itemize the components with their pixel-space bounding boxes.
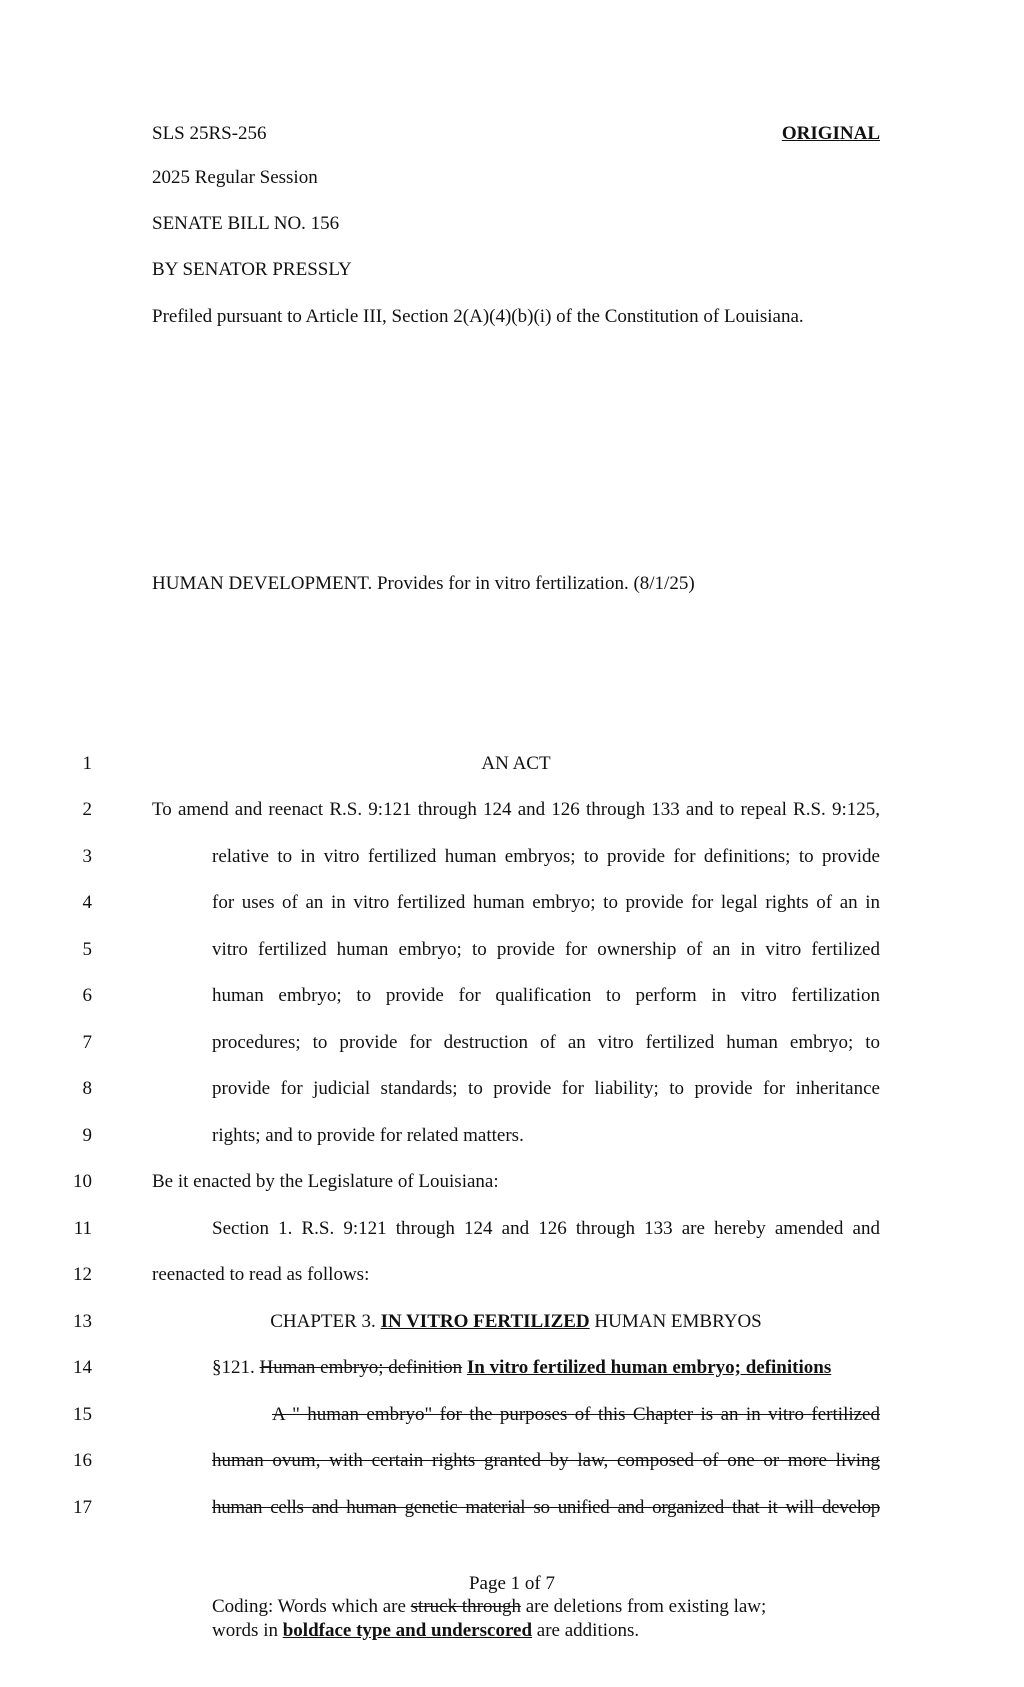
coding-legend-line2 bbox=[212, 1621, 912, 1640]
inserted-text: IN VITRO FERTILIZED bbox=[380, 1311, 590, 1332]
bill-number: SENATE BILL NO. 156 bbox=[152, 213, 340, 234]
coding-legend-line1 bbox=[212, 1597, 912, 1616]
title-line: human embryo; to provide for qualification to perform in vitro fertilization bbox=[212, 985, 880, 1006]
inserted-text: In vitro fertilized human embryo; definitions bbox=[466, 1357, 832, 1378]
title-line: To amend and reenact R.S. 9:121 through 124 and 126 through 133 and to repeal R.S. 9:125, bbox=[152, 799, 880, 820]
chapter-heading bbox=[152, 1312, 880, 1331]
line-number: 5 bbox=[82, 939, 92, 960]
title-line: vitro fertilized human embryo; to provide for ownership of an in vitro fertilized bbox=[212, 939, 880, 960]
section-line: Section 1. R.S. 9:121 through 124 and 126 through 133 are hereby amended and bbox=[212, 1218, 880, 1239]
line-number: 4 bbox=[82, 892, 92, 913]
prefiled-note: Prefiled pursuant to Article III, Section 2(A)(4)(b)(i) of the Constitution of Louisiana. bbox=[152, 306, 804, 327]
section-heading bbox=[212, 1358, 880, 1377]
bill-digest: HUMAN DEVELOPMENT. Provides for in vitro fertilization. (8/1/25) bbox=[152, 573, 695, 594]
line-number: 9 bbox=[82, 1125, 92, 1146]
page-number: Page 1 of 7 bbox=[468, 1573, 555, 1594]
deleted-text: A " human embryo" for the purposes of this Chapter is an in vitro fertilized bbox=[272, 1404, 880, 1425]
coding-text: words in bbox=[212, 1620, 278, 1641]
coding-text: Coding: Words which are bbox=[212, 1596, 406, 1617]
section-line: reenacted to read as follows: bbox=[152, 1264, 370, 1285]
enacting-clause: Be it enacted by the Legislature of Louisiana: bbox=[152, 1171, 499, 1192]
title-line: rights; and to provide for related matters. bbox=[212, 1125, 524, 1146]
line-number: 8 bbox=[82, 1078, 92, 1099]
title-line: relative to in vitro fertilized human embryos; to provide for definitions; to provide bbox=[212, 846, 880, 867]
line-number: 16 bbox=[73, 1450, 92, 1471]
session-label: 2025 Regular Session bbox=[152, 167, 318, 188]
section-symbol: §121. bbox=[212, 1357, 255, 1378]
line-number: 17 bbox=[73, 1497, 92, 1518]
coding-struck-example: struck through bbox=[410, 1596, 521, 1617]
deleted-text: Human embryo; definition bbox=[259, 1357, 463, 1378]
line-number: 2 bbox=[82, 799, 92, 820]
chapter-title: HUMAN EMBRYOS bbox=[594, 1311, 762, 1332]
line-number: 11 bbox=[73, 1218, 92, 1239]
line-number: 13 bbox=[73, 1311, 92, 1332]
title-line: provide for judicial standards; to provide for liability; to provide for inheritance bbox=[212, 1078, 880, 1099]
line-number: 3 bbox=[82, 846, 92, 867]
status-label: ORIGINAL bbox=[781, 123, 880, 144]
line-number: 7 bbox=[82, 1032, 92, 1053]
document-id: SLS 25RS-256 bbox=[152, 123, 267, 144]
line-number: 12 bbox=[73, 1264, 92, 1285]
coding-text: are deletions from existing law; bbox=[525, 1596, 767, 1617]
line-number: 6 bbox=[82, 985, 92, 1006]
deleted-text: human cells and human genetic material so unified and organized that it will develop bbox=[212, 1497, 880, 1518]
act-heading: AN ACT bbox=[481, 753, 551, 774]
line-number: 15 bbox=[73, 1404, 92, 1425]
line-number: 1 bbox=[82, 753, 92, 774]
line-number: 14 bbox=[73, 1357, 92, 1378]
line-number: 10 bbox=[73, 1171, 92, 1192]
title-line: procedures; to provide for destruction of an vitro fertilized human embryo; to bbox=[212, 1032, 880, 1053]
coding-bold-example: boldface type and underscored bbox=[282, 1620, 533, 1641]
bill-author: BY SENATOR PRESSLY bbox=[152, 259, 352, 280]
chapter-number: CHAPTER 3. bbox=[270, 1311, 376, 1332]
deleted-text: human ovum, with certain rights granted by law, composed of one or more living bbox=[212, 1450, 880, 1471]
title-line: for uses of an in vitro fertilized human embryo; to provide for legal rights of an in bbox=[212, 892, 880, 913]
coding-text: are additions. bbox=[536, 1620, 640, 1641]
